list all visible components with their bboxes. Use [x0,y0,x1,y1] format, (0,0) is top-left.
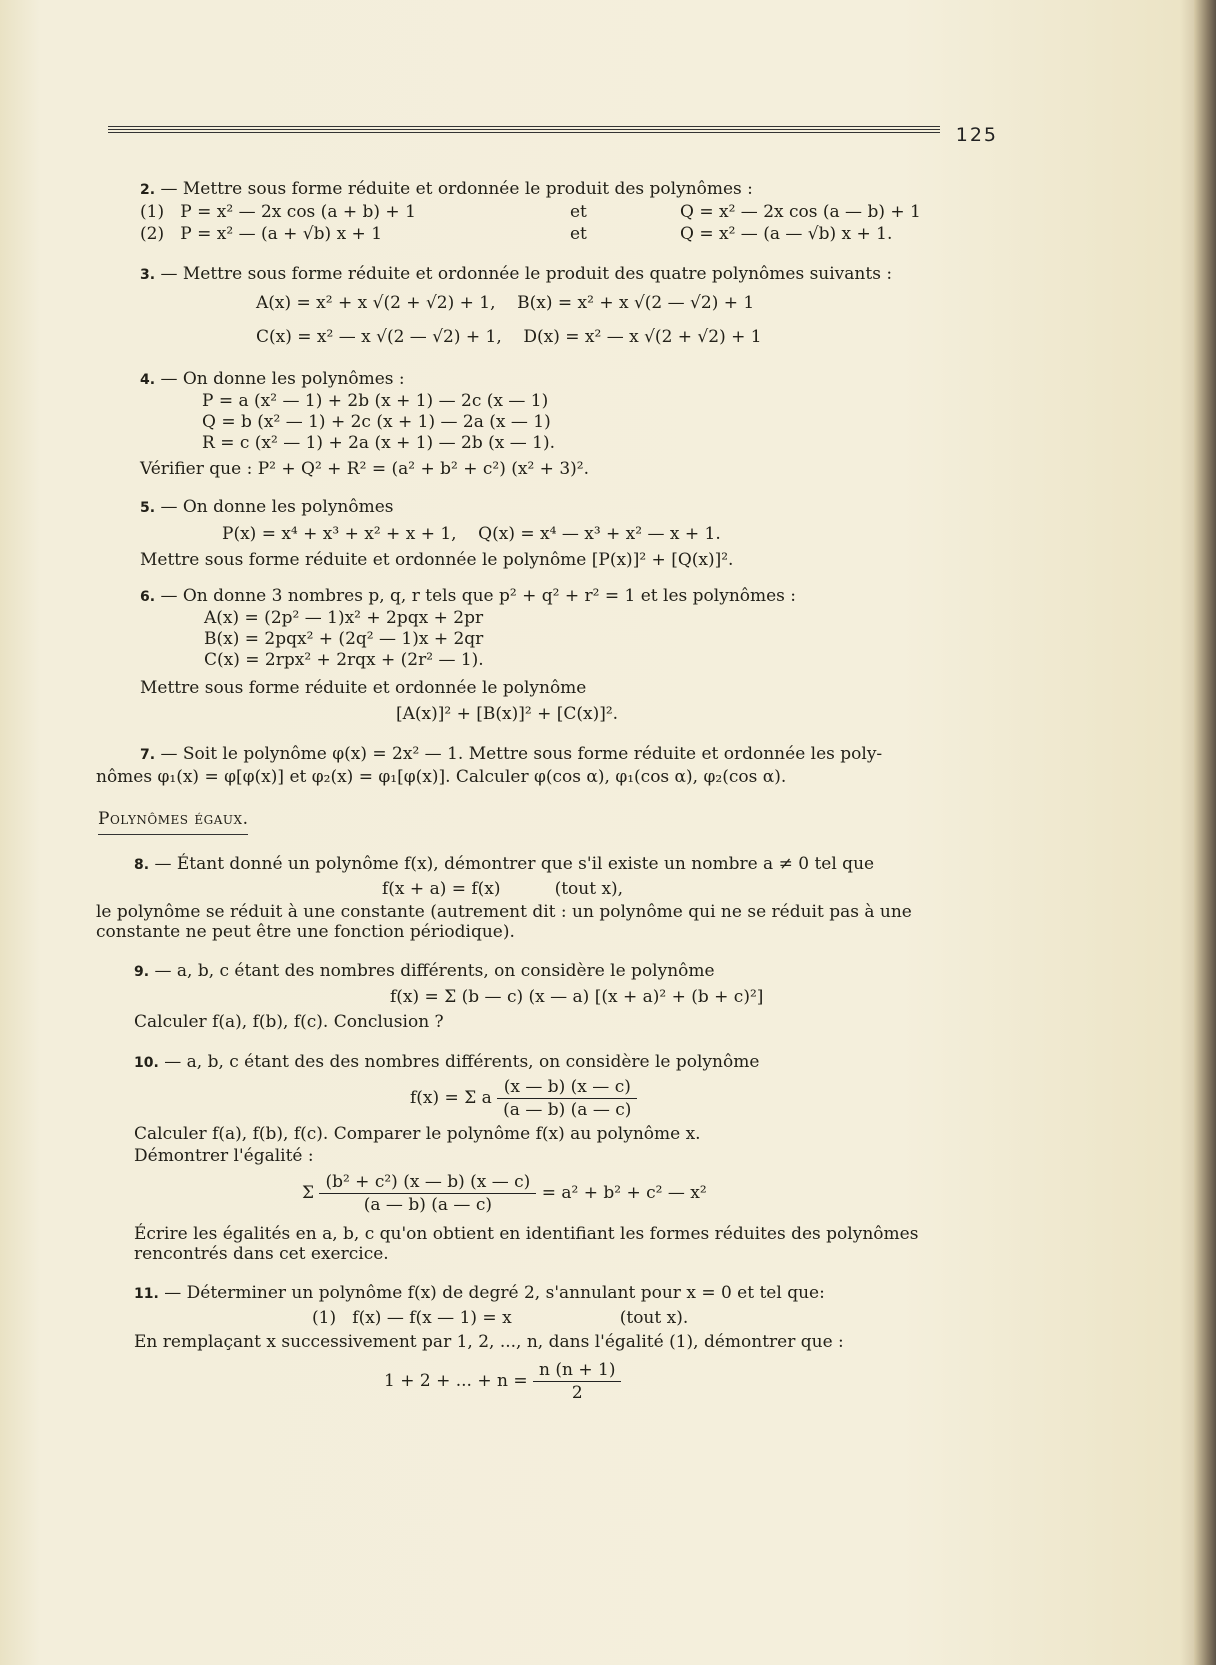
header-rule [108,126,940,127]
formula-left: f(x) = Σ a [410,1088,492,1108]
statement: Vérifier que : P² + Q² + R² = (a² + b² + c²) (x² + 3)². [140,459,589,479]
formula: C(x) = 2rpx² + 2rqx + (2r² — 1). [204,650,484,670]
exercise-6 [140,585,996,729]
formula: (2) P = x² — (a + √b) x + 1 [140,224,383,244]
formula [96,1076,996,1121]
formula: A(x) = (2p² — 1)x² + 2pqx + 2pr [204,608,484,628]
header-rule [108,132,940,133]
exercise-4 [140,368,996,480]
exercise-statement: — a, b, c étant des nombres différents, on considère le polynôme [154,961,715,981]
exercise-number: 4. [140,372,156,388]
statement: Mettre sous forme réduite et ordonnée le polynôme [P(x)]² + [Q(x)]². [140,550,734,570]
statement: nômes φ₁(x) = φ[φ(x)] et φ₂(x) = φ₁[φ(x)]. Calculer φ(cos α), φ₁(cos α), φ₂(cos α). [96,767,787,787]
formula: P(x) = x⁴ + x³ + x² + x + 1, Q(x) = x⁴ — x³ + x² — x + 1. [222,524,721,544]
formula: f(x) = Σ (b — c) (x — a) [(x + a)² + (b + c)²] [390,987,764,1007]
statement: En remplaçant x successivement par 1, 2, ..., n, dans l'égalité (1), démontrer que : [134,1332,844,1352]
numerator: n (n + 1) [533,1359,621,1382]
section-title: Polynômes égaux. [98,808,248,835]
exercise-number: 3. [140,267,156,283]
exercise-number: 5. [140,500,156,516]
exercise-number: 8. [134,857,150,873]
exercise-statement: — Étant donné un polynôme f(x), démontrer que s'il existe un nombre a ≠ 0 tel que [154,854,875,874]
exercise-10 [96,1051,996,1264]
fraction [319,1171,536,1216]
exercise-number: 6. [140,589,156,605]
exercise-3 [140,263,996,354]
formula: R = c (x² — 1) + 2a (x + 1) — 2b (x — 1). [202,433,555,453]
statement: Calculer f(a), f(b), f(c). Comparer le polynôme f(x) au polynôme x. [134,1124,701,1144]
exercise-statement: — On donne 3 nombres p, q, r tels que p² + q² + r² = 1 et les polynômes : [160,586,797,606]
fraction [533,1359,621,1404]
exercise-statement: — Mettre sous forme réduite et ordonnée le produit des polynômes : [160,179,753,199]
formula: [A(x)]² + [B(x)]² + [C(x)]². [396,704,619,724]
conjunction: et [570,224,587,244]
exercise-8 [96,853,996,942]
exercise-11 [96,1282,996,1404]
exercise-number: 2. [140,182,156,198]
page-number: 125 [955,124,998,146]
fraction [497,1076,637,1121]
formula-left: Σ [302,1183,315,1203]
exercise-2 [140,178,996,245]
exercise-statement: — a, b, c étant des des nombres différents, on considère le polynôme [164,1052,760,1072]
formula: C(x) = x² — x √(2 — √2) + 1, D(x) = x² — x √(2 + √2) + 1 [256,327,762,347]
formula: (1) P = x² — 2x cos (a + b) + 1 [140,202,416,222]
exercise-statement: — Déterminer un polynôme f(x) de degré 2, s'annulant pour x = 0 et tel que: [164,1283,825,1303]
denominator: 2 [571,1383,583,1403]
statement: Démontrer l'égalité : [134,1146,314,1166]
formula: A(x) = x² + x √(2 + √2) + 1, B(x) = x² + x √(2 — √2) + 1 [256,293,755,313]
formula-left: 1 + 2 + ... + n = [384,1371,528,1391]
formula: Q = b (x² — 1) + 2c (x + 1) — 2a (x — 1) [202,412,551,432]
formula: (1) f(x) — f(x — 1) = x (tout x). [312,1308,689,1328]
denominator: (a — b) (a — c) [503,1100,632,1120]
exercise-number: 10. [134,1055,159,1071]
page-header [108,122,998,152]
formula: B(x) = 2pqx² + (2q² — 1)x + 2qr [204,629,484,649]
statement: Mettre sous forme réduite et ordonnée le polynôme [140,678,587,698]
numerator: (x — b) (x — c) [497,1076,637,1099]
formula [96,1359,996,1404]
statement: Écrire les égalités en a, b, c qu'on obtient en identifiant les formes réduites des polynômes rencontrés dans cet exercice. [134,1224,919,1264]
exercise-5 [140,496,996,571]
conjunction: et [570,202,587,222]
formula-right: = a² + b² + c² — x² [541,1183,707,1203]
book-spine [1194,0,1216,1665]
exercise-number: 9. [134,964,150,980]
formula: Q = x² — (a — √b) x + 1. [680,224,893,244]
formula: f(x + a) = f(x) (tout x), [382,879,624,899]
statement: Calculer f(a), f(b), f(c). Conclusion ? [134,1012,444,1032]
exercise-number: 7. [140,747,156,763]
exercise-statement: — Mettre sous forme réduite et ordonnée le produit des quatre polynômes suivants : [160,264,893,284]
header-rule [108,129,940,130]
page-content [96,178,996,1416]
formula [96,1171,996,1216]
exercise-number: 11. [134,1286,159,1302]
exercise-9 [96,960,996,1033]
denominator: (a — b) (a — c) [363,1195,492,1215]
exercise-7 [96,743,996,788]
exercise-statement: — On donne les polynômes : [160,369,405,389]
exercise-statement: — Soit le polynôme φ(x) = 2x² — 1. Mettre sous forme réduite et ordonnée les poly- [160,744,883,764]
numerator: (b² + c²) (x — b) (x — c) [319,1171,536,1194]
formula: P = a (x² — 1) + 2b (x + 1) — 2c (x — 1) [202,391,549,411]
statement: le polynôme se réduit à une constante (autrement dit : un polynôme qui ne se réduit pas à une constante ne peut être une fonction périodique). [96,902,912,942]
exercise-statement: — On donne les polynômes [160,497,394,517]
formula: Q = x² — 2x cos (a — b) + 1 [680,202,921,222]
